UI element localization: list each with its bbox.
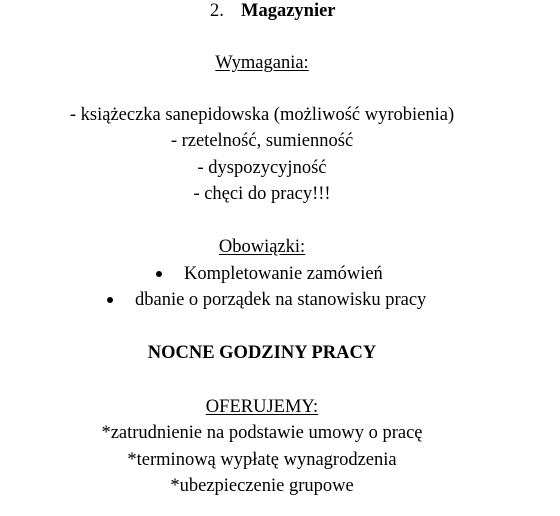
- night-hours-notice: NOCNE GODZINY PRACY: [147, 343, 377, 363]
- duty-item: Kompletowanie zamówień: [184, 264, 383, 284]
- duties-heading: Obowiązki:: [218, 237, 306, 257]
- job-title: [210, 0, 336, 22]
- offer-item: *zatrudnienie na podstawie umowy o pracę: [101, 423, 423, 443]
- job-title-number: 2.: [210, 1, 224, 21]
- requirement-item: - książeczka sanepidowska (możliwość wyrobienia): [69, 105, 455, 125]
- job-title-text: Magazynier: [241, 1, 336, 21]
- duty-item: dbanie o porządek na stanowisku pracy: [135, 290, 427, 310]
- requirement-item: - chęci do pracy!!!: [193, 184, 331, 204]
- requirement-item: - dyspozycyjność: [197, 158, 327, 178]
- bullet-icon: [156, 271, 162, 277]
- offer-item: *terminową wypłatę wynagrodzenia: [127, 450, 397, 470]
- requirements-heading: Wymagania:: [215, 53, 309, 73]
- offer-heading: OFERUJEMY:: [205, 397, 319, 417]
- requirement-item: - rzetelność, sumienność: [170, 131, 354, 151]
- bullet-icon: [107, 297, 113, 303]
- offer-item: *ubezpieczenie grupowe: [170, 476, 354, 496]
